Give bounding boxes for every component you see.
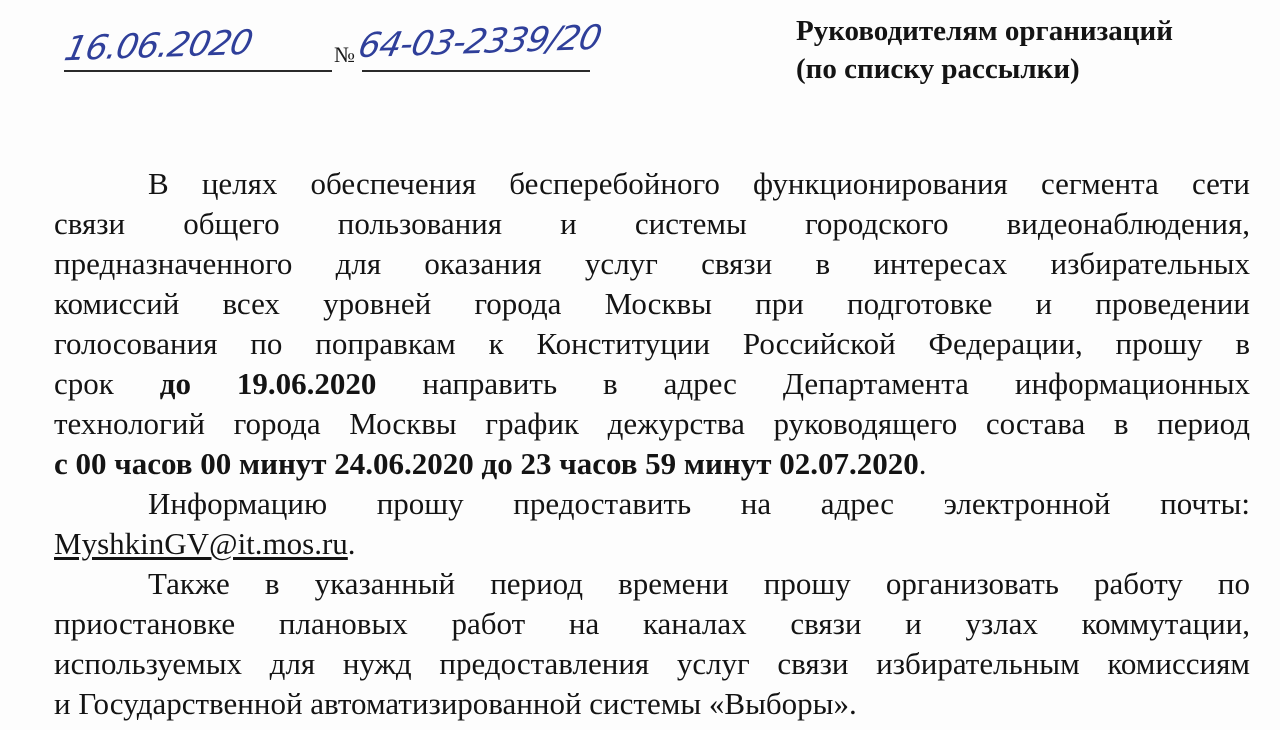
date-underline: [64, 70, 332, 72]
text-line: В целях обеспечения бесперебойного функционирования сегмента сети: [148, 166, 1250, 201]
text-line: комиссий всех уровней города Москвы при подготовке и проведении: [54, 286, 1250, 321]
text-line: Также в указанный период времени прошу организовать работу по: [148, 566, 1250, 601]
text-fragment: .: [918, 446, 927, 481]
text-line: и Государственной автоматизированной системы «Выборы».: [54, 686, 857, 721]
registration-number: 64-03-2339/20: [354, 17, 605, 67]
text-fragment: срок: [54, 366, 114, 401]
text-line: приостановке плановых работ на каналах связи и узлах коммутации,: [54, 606, 1250, 641]
number-underline: [362, 70, 590, 72]
text-line: голосования по поправкам к Конституции Российской Федерации, прошу в: [54, 326, 1250, 361]
text-line: связи общего пользования и системы городского видеонаблюдения,: [54, 206, 1250, 241]
email-link[interactable]: MyshkinGV@it.mos.ru: [54, 526, 348, 561]
text-fragment: направить в адрес Департамента информационных: [422, 366, 1251, 401]
deadline-date: до 19.06.2020: [159, 366, 377, 401]
text-line: [54, 524, 1250, 564]
text-line: предназначенного для оказания услуг связи в интересах избирательных: [54, 246, 1250, 281]
addressee-block: [796, 12, 1266, 88]
addressee-line: (по списку рассылки): [796, 53, 1080, 85]
duty-period: с 00 часов 00 минут 24.06.2020 до 23 часов 59 минут 02.07.2020: [54, 446, 919, 481]
number-sign: №: [334, 42, 355, 67]
letter-body: [54, 164, 1250, 724]
registration-date: 16.06.2020: [60, 22, 256, 70]
text-line: Информацию прошу предоставить на адрес электронной почты:: [148, 486, 1250, 521]
addressee-line: Руководителям организаций: [796, 15, 1173, 47]
text-fragment: .: [347, 526, 356, 561]
text-line: технологий города Москвы график дежурства руководящего состава в период: [54, 406, 1250, 441]
text-line: [54, 444, 1250, 484]
text-line: [54, 364, 1250, 404]
text-line: используемых для нужд предоставления услуг связи избирательным комиссиям: [54, 646, 1250, 681]
registration-line: [60, 17, 605, 80]
